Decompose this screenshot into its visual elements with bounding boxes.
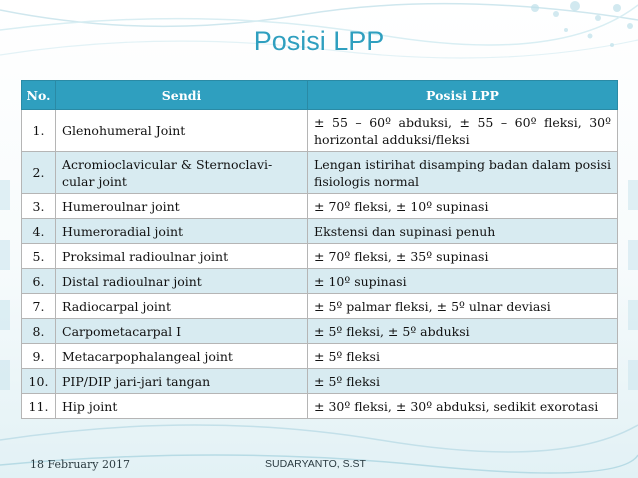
table-row — [22, 110, 618, 152]
table-row — [22, 394, 618, 419]
table-row — [22, 219, 618, 244]
slide-title: Posisi LPP — [253, 26, 385, 56]
row-number: 7. — [22, 294, 56, 319]
row-number: 2. — [22, 152, 56, 194]
footer-date: 18 February 2017 — [30, 458, 130, 471]
table-header-row — [22, 81, 618, 110]
header-sendi: Sendi — [56, 81, 308, 110]
header-no: No. — [22, 81, 56, 110]
lpp-position: ± 5º palmar fleksi, ± 5º ulnar deviasi — [308, 294, 618, 319]
lpp-position: ± 5º fleksi, ± 5º abduksi — [308, 319, 618, 344]
row-number: 5. — [22, 244, 56, 269]
lpp-position: ± 70º fleksi, ± 35º supinasi — [308, 244, 618, 269]
table-row — [22, 194, 618, 219]
footer-author: SUDARYANTO, S.ST — [265, 458, 366, 470]
row-number: 3. — [22, 194, 56, 219]
lpp-position: ± 70º fleksi, ± 10º supinasi — [308, 194, 618, 219]
joint-name: Radiocarpal joint — [56, 294, 308, 319]
row-number: 4. — [22, 219, 56, 244]
row-number: 11. — [22, 394, 56, 419]
row-number: 10. — [22, 369, 56, 394]
joint-name: Metacarpophalangeal joint — [56, 344, 308, 369]
row-number: 8. — [22, 319, 56, 344]
joint-name: Proksimal radioulnar joint — [56, 244, 308, 269]
lpp-position: ± 5º fleksi — [308, 344, 618, 369]
joint-name: Humeroulnar joint — [56, 194, 308, 219]
row-number: 1. — [22, 110, 56, 152]
table-row — [22, 152, 618, 194]
joint-name: Hip joint — [56, 394, 308, 419]
table-row — [22, 344, 618, 369]
table-row — [22, 294, 618, 319]
lpp-position: ± 55 – 60º abduksi, ± 55 – 60º fleksi, 30º horizontal adduksi/fleksi — [308, 110, 618, 152]
row-number: 6. — [22, 269, 56, 294]
lpp-table — [21, 80, 618, 419]
lpp-position: ± 30º fleksi, ± 30º abduksi, sedikit exorotasi — [308, 394, 618, 419]
table-row — [22, 319, 618, 344]
joint-name: Humeroradial joint — [56, 219, 308, 244]
row-number: 9. — [22, 344, 56, 369]
table-row — [22, 269, 618, 294]
joint-name: Distal radioulnar joint — [56, 269, 308, 294]
lpp-position: ± 5º fleksi — [308, 369, 618, 394]
lpp-position: ± 10º supinasi — [308, 269, 618, 294]
table-row — [22, 244, 618, 269]
joint-name: Carpometacarpal I — [56, 319, 308, 344]
lpp-position: Ekstensi dan supinasi penuh — [308, 219, 618, 244]
joint-name: Glenohumeral Joint — [56, 110, 308, 152]
table-row — [22, 369, 618, 394]
joint-name: PIP/DIP jari-jari tangan — [56, 369, 308, 394]
lpp-position: Lengan istirihat disamping badan dalam posisi fisiologis normal — [308, 152, 618, 194]
header-posisi: Posisi LPP — [308, 81, 618, 110]
joint-name: Acromioclavicular & Sternoclavi-cular joint — [56, 152, 308, 194]
